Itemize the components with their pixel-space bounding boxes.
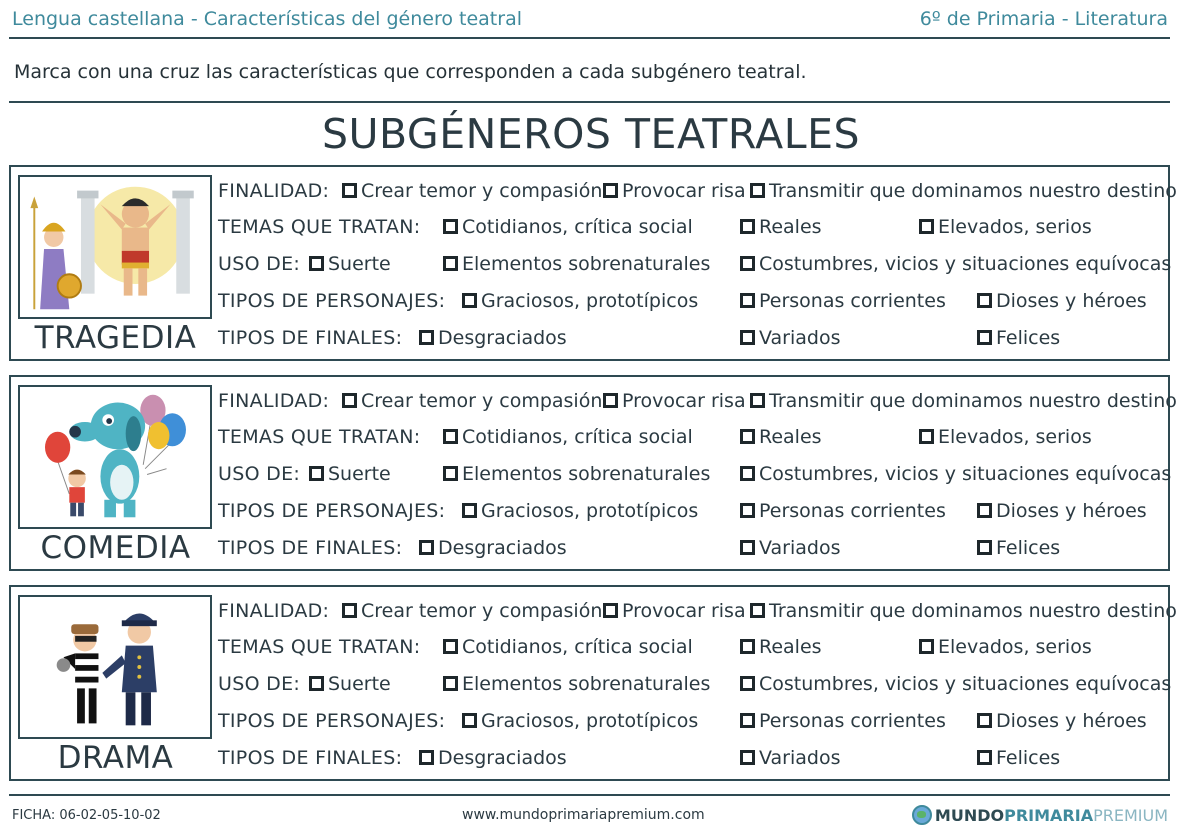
option-checkbox[interactable]: Suerte bbox=[309, 673, 391, 695]
checkbox-icon[interactable] bbox=[462, 503, 477, 518]
checkbox-icon[interactable] bbox=[443, 256, 458, 271]
footer-url[interactable]: www.mundoprimariapremium.com bbox=[462, 807, 705, 823]
checkbox-icon[interactable] bbox=[419, 330, 434, 345]
option-checkbox[interactable]: Crear temor y compasión bbox=[342, 600, 602, 622]
page-title: SUBGÉNEROS TEATRALES bbox=[321, 110, 860, 158]
option-checkbox[interactable]: Elevados, serios bbox=[919, 426, 1092, 448]
option-checkbox[interactable]: Elementos sobrenaturales bbox=[443, 673, 710, 695]
checkbox-icon[interactable] bbox=[419, 750, 434, 765]
header-grade: 6º de Primaria - Literatura bbox=[919, 8, 1168, 30]
option-checkbox[interactable]: Desgraciados bbox=[419, 327, 567, 349]
option-checkbox[interactable]: Personas corrientes bbox=[740, 500, 946, 522]
checkbox-icon[interactable] bbox=[419, 540, 434, 555]
row-label: TIPOS DE FINALES: bbox=[218, 537, 403, 559]
checkbox-icon[interactable] bbox=[740, 293, 755, 308]
row-label: TIPOS DE PERSONAJES: bbox=[218, 500, 446, 522]
brand-logo: MUNDOPRIMARIAPREMIUM bbox=[912, 805, 1168, 825]
option-checkbox[interactable]: Provocar risa bbox=[603, 600, 746, 622]
tragedy-image bbox=[20, 177, 210, 317]
option-checkbox[interactable]: Elementos sobrenaturales bbox=[443, 253, 710, 275]
checkbox-icon[interactable] bbox=[977, 503, 992, 518]
drama-illustration bbox=[18, 595, 212, 739]
option-checkbox[interactable]: Costumbres, vicios y situaciones equívocas bbox=[740, 253, 1171, 275]
checkbox-icon[interactable] bbox=[603, 393, 618, 408]
checkbox-icon[interactable] bbox=[309, 466, 324, 481]
checkbox-icon[interactable] bbox=[977, 540, 992, 555]
instruction-text: Marca con una cruz las características que corresponden a cada subgénero teatral. bbox=[14, 61, 807, 83]
footer-ficha: FICHA: 06-02-05-10-02 bbox=[12, 808, 161, 823]
option-checkbox[interactable]: Costumbres, vicios y situaciones equívocas bbox=[740, 463, 1171, 485]
row-label: TIPOS DE FINALES: bbox=[218, 327, 403, 349]
checkbox-icon[interactable] bbox=[342, 393, 357, 408]
header-subject: Lengua castellana - Características del género teatral bbox=[12, 8, 522, 30]
option-checkbox[interactable]: Dioses y héroes bbox=[977, 290, 1147, 312]
option-checkbox[interactable]: Personas corrientes bbox=[740, 710, 946, 732]
checkbox-icon[interactable] bbox=[443, 466, 458, 481]
row-label: TIPOS DE PERSONAJES: bbox=[218, 290, 446, 312]
row-label: TIPOS DE PERSONAJES: bbox=[218, 710, 446, 732]
option-checkbox[interactable]: Felices bbox=[977, 747, 1060, 769]
option-checkbox[interactable]: Variados bbox=[740, 327, 840, 349]
checkbox-icon[interactable] bbox=[740, 676, 755, 691]
option-checkbox[interactable]: Cotidianos, crítica social bbox=[443, 216, 693, 238]
checkbox-icon[interactable] bbox=[750, 603, 765, 618]
checkbox-icon[interactable] bbox=[740, 466, 755, 481]
row-label: TIPOS DE FINALES: bbox=[218, 747, 403, 769]
checkbox-icon[interactable] bbox=[740, 639, 755, 654]
row-label: FINALIDAD: bbox=[218, 390, 330, 412]
checkbox-icon[interactable] bbox=[977, 750, 992, 765]
option-checkbox[interactable]: Provocar risa bbox=[603, 390, 746, 412]
option-checkbox[interactable]: Dioses y héroes bbox=[977, 710, 1147, 732]
option-checkbox[interactable]: Elementos sobrenaturales bbox=[443, 463, 710, 485]
row-label: USO DE: bbox=[218, 463, 301, 485]
option-checkbox[interactable]: Crear temor y compasión bbox=[342, 390, 602, 412]
checkbox-icon[interactable] bbox=[309, 676, 324, 691]
row-label: USO DE: bbox=[218, 253, 301, 275]
checkbox-icon[interactable] bbox=[740, 429, 755, 444]
comedy-illustration bbox=[18, 385, 212, 529]
checkbox-icon[interactable] bbox=[740, 540, 755, 555]
option-checkbox[interactable]: Transmitir que dominamos nuestro destino bbox=[750, 390, 1177, 412]
option-checkbox[interactable]: Variados bbox=[740, 537, 840, 559]
checkbox-icon[interactable] bbox=[919, 219, 934, 234]
option-checkbox[interactable]: Felices bbox=[977, 327, 1060, 349]
option-checkbox[interactable]: Graciosos, prototípicos bbox=[462, 290, 698, 312]
option-checkbox[interactable]: Reales bbox=[740, 426, 822, 448]
checkbox-icon[interactable] bbox=[740, 219, 755, 234]
row-label: TEMAS QUE TRATAN: bbox=[218, 216, 421, 238]
option-checkbox[interactable]: Suerte bbox=[309, 463, 391, 485]
row-label: USO DE: bbox=[218, 673, 301, 695]
checkbox-icon[interactable] bbox=[462, 713, 477, 728]
row-label: FINALIDAD: bbox=[218, 180, 330, 202]
instruction-divider bbox=[9, 101, 1170, 103]
checkbox-icon[interactable] bbox=[750, 393, 765, 408]
option-checkbox[interactable]: Transmitir que dominamos nuestro destino bbox=[750, 180, 1177, 202]
option-checkbox[interactable]: Desgraciados bbox=[419, 537, 567, 559]
option-checkbox[interactable]: Suerte bbox=[309, 253, 391, 275]
checkbox-icon[interactable] bbox=[309, 256, 324, 271]
option-checkbox[interactable]: Elevados, serios bbox=[919, 216, 1092, 238]
row-label: TEMAS QUE TRATAN: bbox=[218, 426, 421, 448]
genre-block-drama bbox=[9, 585, 1177, 781]
header-divider bbox=[9, 37, 1170, 39]
checkbox-icon[interactable] bbox=[740, 503, 755, 518]
checkbox-icon[interactable] bbox=[740, 713, 755, 728]
option-checkbox[interactable]: Reales bbox=[740, 636, 822, 658]
checkbox-icon[interactable] bbox=[740, 256, 755, 271]
option-checkbox[interactable]: Crear temor y compasión bbox=[342, 180, 602, 202]
option-checkbox[interactable]: Transmitir que dominamos nuestro destino bbox=[750, 600, 1177, 622]
tragedy-illustration bbox=[18, 175, 212, 319]
genre-name: COMEDIA bbox=[40, 530, 191, 566]
checkbox-icon[interactable] bbox=[443, 676, 458, 691]
checkbox-icon[interactable] bbox=[342, 603, 357, 618]
option-checkbox[interactable]: Variados bbox=[740, 747, 840, 769]
option-checkbox[interactable]: Costumbres, vicios y situaciones equívocas bbox=[740, 673, 1171, 695]
checkbox-icon[interactable] bbox=[462, 293, 477, 308]
option-checkbox[interactable]: Felices bbox=[977, 537, 1060, 559]
checkbox-icon[interactable] bbox=[919, 639, 934, 654]
option-checkbox[interactable]: Dioses y héroes bbox=[977, 500, 1147, 522]
checkbox-icon[interactable] bbox=[342, 183, 357, 198]
checkbox-icon[interactable] bbox=[603, 183, 618, 198]
checkbox-icon[interactable] bbox=[919, 429, 934, 444]
checkbox-icon[interactable] bbox=[750, 183, 765, 198]
checkbox-icon[interactable] bbox=[443, 639, 458, 654]
option-checkbox[interactable]: Cotidianos, crítica social bbox=[443, 636, 693, 658]
row-label: TEMAS QUE TRATAN: bbox=[218, 636, 421, 658]
footer-divider bbox=[9, 794, 1170, 796]
checkbox-icon[interactable] bbox=[740, 750, 755, 765]
option-checkbox[interactable]: Graciosos, prototípicos bbox=[462, 710, 698, 732]
checkbox-icon[interactable] bbox=[443, 219, 458, 234]
checkbox-icon[interactable] bbox=[977, 330, 992, 345]
globe-icon bbox=[912, 805, 932, 825]
genre-block-comedia bbox=[9, 375, 1177, 571]
checkbox-icon[interactable] bbox=[740, 330, 755, 345]
checkbox-icon[interactable] bbox=[977, 713, 992, 728]
option-checkbox[interactable]: Graciosos, prototípicos bbox=[462, 500, 698, 522]
drama-image bbox=[20, 597, 210, 737]
comedy-image bbox=[20, 387, 210, 527]
genre-block-tragedia bbox=[9, 165, 1177, 361]
option-checkbox[interactable]: Desgraciados bbox=[419, 747, 567, 769]
checkbox-icon[interactable] bbox=[977, 293, 992, 308]
checkbox-icon[interactable] bbox=[603, 603, 618, 618]
option-checkbox[interactable]: Provocar risa bbox=[603, 180, 746, 202]
option-checkbox[interactable]: Personas corrientes bbox=[740, 290, 946, 312]
option-checkbox[interactable]: Cotidianos, crítica social bbox=[443, 426, 693, 448]
option-checkbox[interactable]: Reales bbox=[740, 216, 822, 238]
genre-name: TRAGEDIA bbox=[34, 320, 197, 356]
option-checkbox[interactable]: Elevados, serios bbox=[919, 636, 1092, 658]
checkbox-icon[interactable] bbox=[443, 429, 458, 444]
genre-name: DRAMA bbox=[57, 740, 174, 776]
row-label: FINALIDAD: bbox=[218, 600, 330, 622]
